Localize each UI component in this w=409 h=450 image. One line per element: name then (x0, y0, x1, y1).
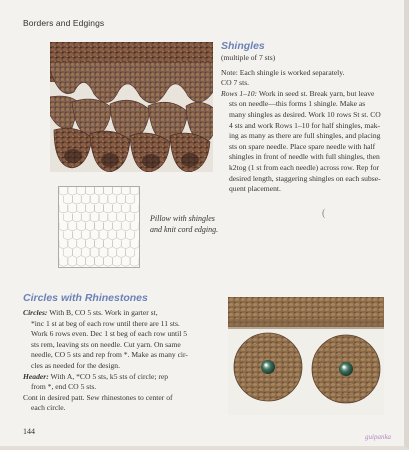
text-line (221, 142, 391, 153)
text-line (221, 99, 391, 110)
running-header: Borders and Edgings (23, 18, 105, 28)
line-text: sts rem, leaving sts on needle. Cut yarn. On same (31, 339, 181, 349)
circles-instructions (23, 308, 223, 414)
circles-title: Circles with Rhinestones (23, 292, 148, 304)
shingles-photo (50, 42, 213, 172)
line-text: (multiple of 7 sts) (221, 53, 276, 62)
caption-line: and knit cord edging. (150, 225, 219, 234)
text-line (23, 340, 223, 351)
text-line (221, 89, 391, 100)
line-text: Note: Each shingle is worked separately. (221, 67, 345, 77)
pillow-chart-illustration (58, 186, 140, 268)
line-text: from *, end CO 5 sts. (31, 382, 97, 392)
step-label: Circles: (23, 308, 48, 317)
line-text: cles as needed for the design. (31, 360, 120, 370)
watermark: guipanka (365, 433, 392, 441)
text-line (23, 350, 223, 361)
caption-line: Pillow with shingles (150, 214, 215, 223)
stray-mark: ( (322, 208, 326, 219)
line-text: Cont in desired patt. Sew rhinestones to center of (23, 392, 173, 402)
text-line (23, 308, 223, 319)
line-text: Work 6 rows even. Dec 1 st beg of each row until 5 (31, 329, 188, 339)
page-number: 144 (23, 427, 35, 436)
text-line (221, 152, 391, 163)
line-text: needle, CO 5 sts and rep from *. Make as many cir- (31, 350, 188, 360)
text-line (221, 184, 391, 195)
text-line (221, 78, 391, 89)
text-line (23, 361, 223, 372)
text-line (221, 121, 391, 132)
circles-photo-image (228, 297, 384, 415)
line-text: desired length, staggering shingles on each subse- (229, 173, 381, 183)
text-line (221, 68, 391, 79)
line-text: Work in seed st. Break yarn, but leave (257, 88, 375, 98)
step-label: Header: (23, 371, 49, 381)
shingles-photo-image (50, 42, 213, 172)
pillow-chart-image (58, 186, 140, 268)
text-line (221, 174, 391, 185)
circles-photo (228, 297, 384, 415)
line-text: shingles in front of needle with full shingles, then (229, 152, 380, 162)
line-text: sts on needle—this forms 1 shingle. Make as (229, 99, 366, 109)
text-line (23, 393, 223, 404)
line-text: quent placement. (229, 184, 281, 194)
chart-caption (150, 213, 230, 235)
text-line (23, 403, 223, 414)
line-text: many shingles as desired. Work 10 rows St st. CO (229, 109, 381, 119)
line-text: k2tog (1 st from each needle) across row. Rep for (229, 162, 380, 172)
line-text: With A, *CO 5 sts, k5 sts of circle; rep (48, 371, 169, 381)
shingles-title: Shingles (221, 40, 265, 52)
text-line (23, 319, 223, 330)
line-text: With B, CO 5 sts. Work in garter st, (47, 308, 158, 317)
text-line (23, 329, 223, 340)
text-line (23, 382, 223, 393)
line-text: sts on spare needle. Place spare needle with half (229, 141, 376, 151)
line-text: CO 7 sts. (221, 78, 250, 88)
text-line (23, 372, 223, 383)
text-line (221, 53, 391, 64)
line-text: each circle. (31, 403, 66, 413)
shingles-instructions (221, 53, 391, 195)
text-line (221, 110, 391, 121)
step-label: Rows 1–10: (221, 88, 258, 98)
line-text: ing as many as there are full shingles, and placing (229, 131, 381, 141)
line-text: *inc 1 st at beg of each row until there are 11 sts. (31, 318, 180, 328)
line-text: 4 sts and work Rows 1–10 for half shingles, mak- (229, 120, 381, 130)
text-line (221, 163, 391, 174)
text-line (221, 131, 391, 142)
